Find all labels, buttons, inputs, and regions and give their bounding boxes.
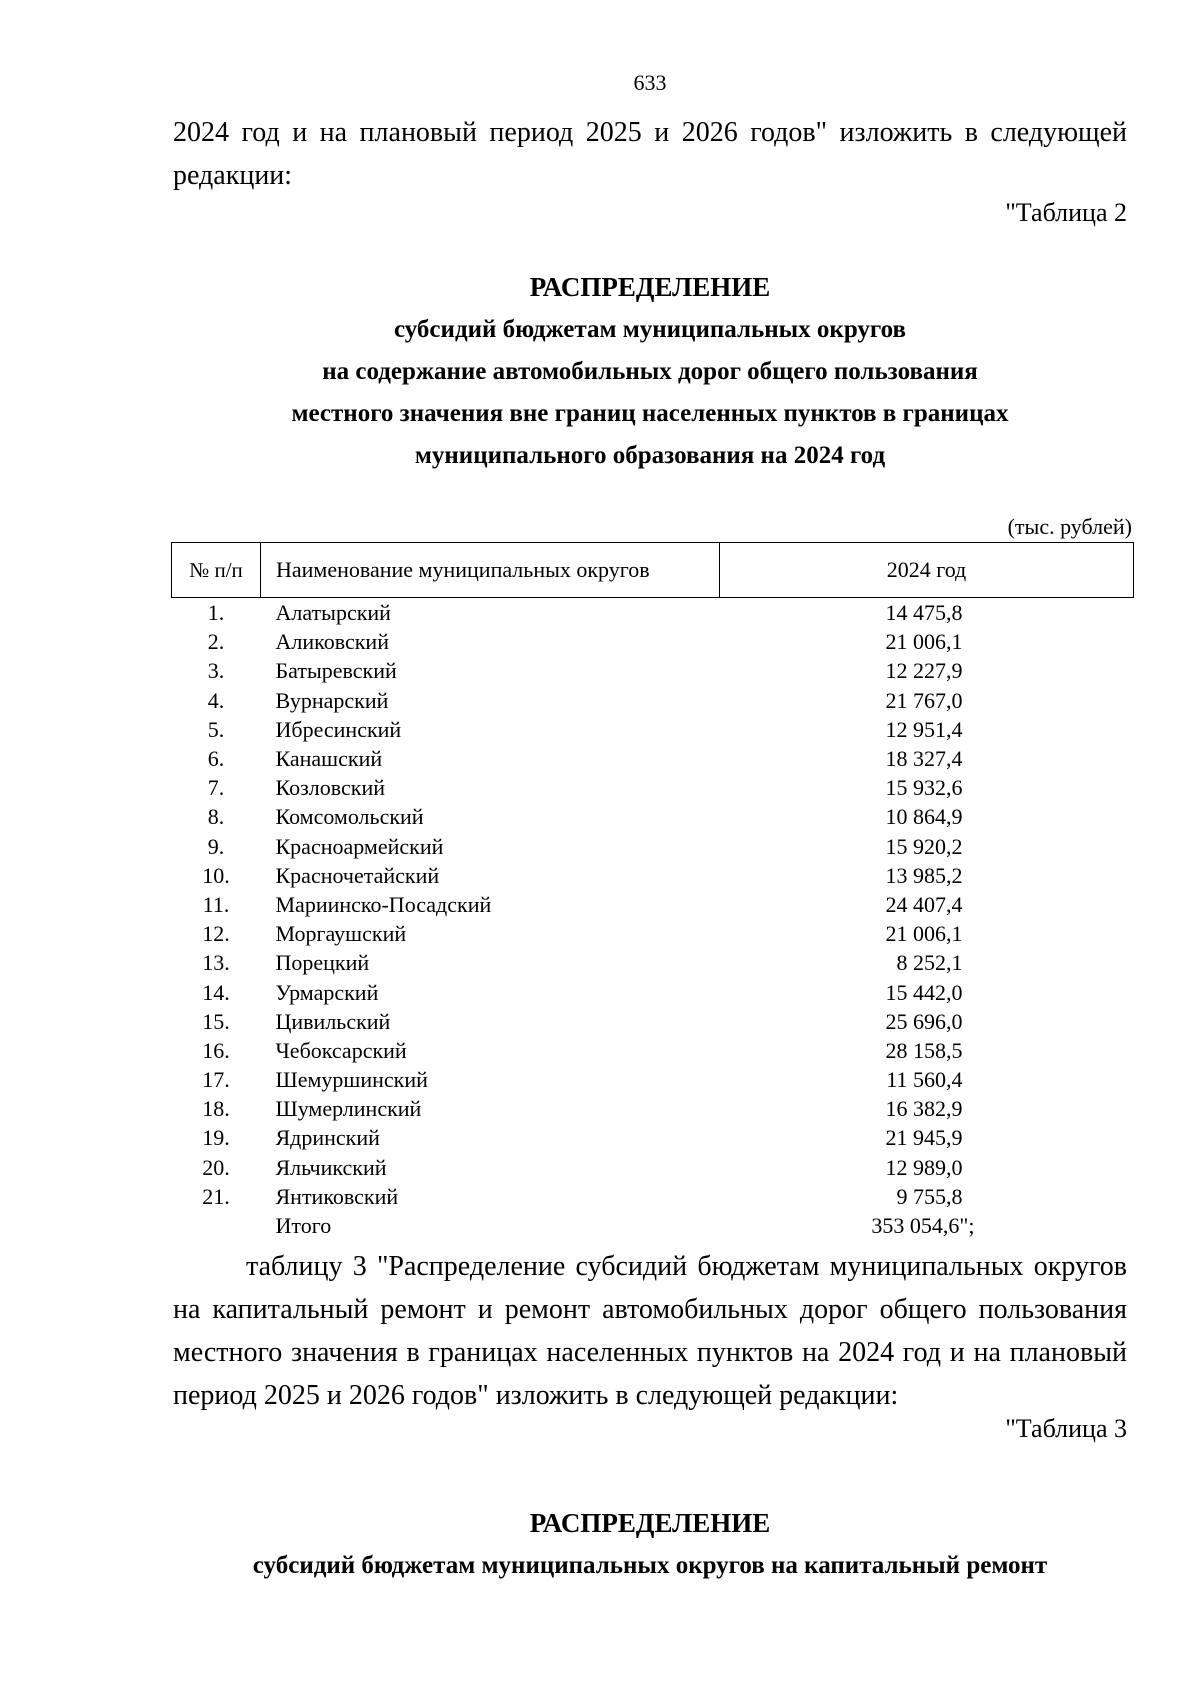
row-district-name: Шемуршинский — [275, 1067, 428, 1093]
table-row — [172, 1036, 1134, 1065]
heading-line: муниципального образования на 2024 год — [414, 442, 886, 469]
table-row — [172, 1123, 1134, 1152]
total-amount: 353 054,6"; — [871, 1213, 975, 1239]
row-district-name: Ядринский — [275, 1125, 380, 1151]
table-row — [172, 919, 1134, 948]
row-amount: 28 158,5 — [885, 1037, 963, 1063]
row-number: 13. — [202, 950, 230, 976]
row-number: 17. — [202, 1067, 230, 1093]
table-row — [172, 598, 1134, 628]
row-amount: 12 951,4 — [885, 716, 963, 742]
row-amount: 8 252,1 — [896, 950, 963, 976]
table-2-heading — [173, 266, 1127, 477]
row-district-name: Мариинско-Посадский — [275, 891, 492, 917]
row-district-name: Красночетайский — [275, 862, 440, 888]
row-amount: 12 989,0 — [885, 1154, 963, 1180]
row-amount: 25 696,0 — [885, 1008, 963, 1034]
row-district-name: Комсомольский — [275, 804, 424, 830]
table-row — [172, 948, 1134, 977]
row-district-name: Козловский — [275, 775, 386, 801]
row-number: 18. — [202, 1096, 230, 1122]
table-row — [172, 802, 1134, 831]
header-name: Наименование муниципальных округов — [261, 543, 720, 598]
table-row — [172, 1065, 1134, 1094]
header-number-label: № п/п — [189, 558, 243, 582]
page-number: 633 — [633, 70, 667, 95]
table-2-reference: "Таблица 2 — [1005, 198, 1127, 227]
row-number: 16. — [202, 1037, 230, 1063]
intro-paragraph: 2024 год и на плановый период 2025 и 2026 годов" изложить в следующей редакции: — [173, 117, 1127, 191]
row-district-name: Аликовский — [275, 629, 389, 655]
table-row — [172, 1153, 1134, 1182]
row-district-name: Красноармейский — [275, 833, 444, 859]
row-number: 15. — [202, 1008, 230, 1034]
table-3-heading — [173, 1502, 1127, 1587]
row-amount: 21 767,0 — [885, 687, 963, 713]
row-amount: 21 006,1 — [885, 629, 963, 655]
heading-line: местного значения вне границ населенных пунктов в границах — [291, 400, 1009, 427]
heading-line: субсидий бюджетам муниципальных округов на капитальный ремонт — [252, 1552, 1048, 1579]
table-row — [172, 773, 1134, 802]
row-amount: 12 227,9 — [885, 658, 963, 684]
row-number: 3. — [207, 658, 225, 684]
row-district-name: Порецкий — [275, 950, 370, 976]
header-number — [172, 543, 261, 598]
row-number: 9. — [207, 833, 225, 859]
row-number: 11. — [202, 891, 230, 917]
row-number: 10. — [202, 862, 230, 888]
table-row — [172, 656, 1134, 685]
header-year: 2024 год — [720, 543, 1134, 598]
row-district-name: Канашский — [275, 746, 383, 772]
row-district-name: Ибресинский — [275, 716, 402, 742]
table-row — [172, 890, 1134, 919]
table-header-row — [172, 543, 1134, 598]
row-district-name: Алатырский — [275, 600, 391, 626]
row-amount: 15 920,2 — [885, 833, 963, 859]
subsidy-table — [171, 542, 1134, 1240]
row-amount: 15 442,0 — [885, 979, 963, 1005]
row-district-name: Яльчикский — [275, 1154, 387, 1180]
row-number: 21. — [202, 1183, 230, 1209]
table-row — [172, 1007, 1134, 1036]
row-district-name: Цивильский — [275, 1008, 391, 1034]
row-amount: 18 327,4 — [885, 746, 963, 772]
row-district-name: Вурнарский — [275, 687, 389, 713]
row-number: 20. — [202, 1154, 230, 1180]
row-district-name: Чебоксарский — [275, 1037, 407, 1063]
row-amount: 13 985,2 — [885, 862, 963, 888]
table-row — [172, 715, 1134, 744]
table-total-row — [172, 1211, 1134, 1240]
table-row — [172, 627, 1134, 656]
table-row — [172, 1182, 1134, 1211]
table-body — [172, 598, 1134, 1241]
row-number: 2. — [207, 629, 225, 655]
total-label: Итого — [275, 1213, 332, 1239]
table-row — [172, 861, 1134, 890]
row-number: 12. — [202, 921, 230, 947]
row-number: 5. — [207, 716, 225, 742]
table-row — [172, 1094, 1134, 1123]
heading-line: на содержание автомобильных дорог общего пользования — [322, 358, 978, 385]
row-number: 19. — [202, 1125, 230, 1151]
table-row — [172, 977, 1134, 1006]
row-number: 4. — [207, 687, 225, 713]
row-amount: 14 475,8 — [885, 600, 963, 626]
heading-line: субсидий бюджетам муниципальных округов — [394, 316, 906, 343]
units-label: (тыс. рублей) — [1007, 514, 1132, 539]
table-row — [172, 686, 1134, 715]
row-district-name: Батыревский — [275, 658, 397, 684]
table-row — [172, 832, 1134, 861]
row-number: 8. — [207, 804, 225, 830]
row-amount: 9 755,8 — [896, 1183, 963, 1209]
row-number: 1. — [207, 600, 225, 626]
table-3-reference: "Таблица 3 — [1005, 1414, 1127, 1443]
row-amount: 10 864,9 — [885, 804, 963, 830]
second-paragraph: таблицу 3 "Распределение субсидий бюджетам муниципальных округов на капитальный ремонт и ремонт автомобильных дорог общего пользования местного значения в границах населенных пунктов на 2024 год и на плановый период 2025 и 2026 годов" изложить в следующей редакции: — [173, 1251, 1127, 1411]
row-amount: 16 382,9 — [885, 1096, 963, 1122]
row-amount: 15 932,6 — [885, 775, 963, 801]
row-number: 6. — [207, 746, 225, 772]
row-amount: 21 945,9 — [885, 1125, 963, 1151]
row-number: 7. — [207, 775, 225, 801]
heading-title: РАСПРЕДЕЛЕНИЕ — [529, 272, 771, 302]
row-number: 14. — [202, 979, 230, 1005]
row-amount: 11 560,4 — [886, 1067, 963, 1093]
row-amount: 24 407,4 — [885, 891, 963, 917]
row-district-name: Янтиковский — [275, 1183, 399, 1209]
row-district-name: Моргаушский — [275, 921, 407, 947]
table-row — [172, 744, 1134, 773]
row-district-name: Шумерлинский — [275, 1096, 422, 1122]
heading-title: РАСПРЕДЕЛЕНИЕ — [529, 1508, 771, 1538]
row-amount: 21 006,1 — [885, 921, 963, 947]
total-number-cell — [172, 1211, 261, 1240]
row-district-name: Урмарский — [275, 979, 379, 1005]
